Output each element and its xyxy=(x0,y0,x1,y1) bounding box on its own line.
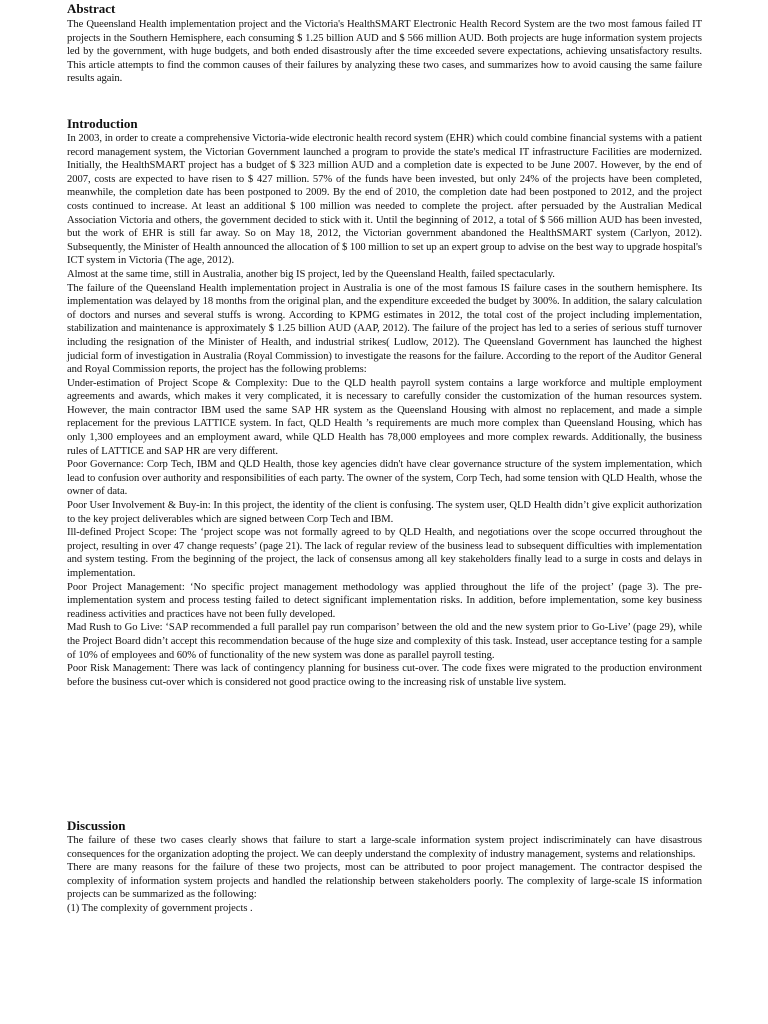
intro-paragraph-user-involvement: Poor User Involvement & Buy-in: In this project, the identity of the client is confusing. The system user, QLD Health didn’t give explicit authorization to the key project deliverables which are signed between Corp Tech and IBM. xyxy=(67,500,702,525)
discussion-section xyxy=(67,834,702,916)
intro-paragraph-project-scope: Ill-defined Project Scope: The ‘project scope was not formally agreed to by QLD Health, and negotiations over the scope occurred throughout the project, resulting in over 47 change requests’ (page 21). The lack of regular review of the business lead to subsequent difficulties with implementation and system testing. From the beginning of the project, the lack of consensus among all key stakeholders finally lead to a surge in costs and delays in implementation. xyxy=(67,527,702,579)
intro-paragraph-scope-complexity: Under-estimation of Project Scope & Complexity: Due to the QLD health payroll system contains a large workforce and multiple employment agreements and awards, which makes it very complicated, it is necessary to carefully consider the customization of the human resources system. However, the main contractor IBM used the same SAP HR system as the Queensland Housing with almost no replacement, and made a simple replacement for the previous LATTICE system. In fact, QLD Health ’s requirements are much more complex than Queensland Housing, which has only 1,300 employees and an employment award, while QLD Health has 78,000 employees and more complex rewards. Additionally, the business rules of LATTICE and SAP HR are very different. xyxy=(67,377,702,457)
intro-paragraph-governance: Poor Governance: Corp Tech, IBM and QLD Health, those key agencies didn't have clear governance structure of the system implementation, which lead to confusion over authority and responsibilities of each party. The owner of the system, Corp Tech, had some tension with QLD Health, whose the owner of data. xyxy=(67,459,702,498)
intro-paragraph-transition: Almost at the same time, still in Australia, another big IS project, led by the Queensland Health, failed spectacularly. xyxy=(67,268,555,280)
introduction-heading: Introduction xyxy=(67,116,138,131)
discussion-heading: Discussion xyxy=(67,818,126,833)
intro-paragraph-qld: The failure of the Queensland Health implementation project in Australia is one of the most famous IS failure cases in the southern hemisphere. Its implementation was delayed by 18 months from the original plan, and the expenditure exceeded the budget by 300%. In addition, the salary calculation of doctors and nurses and several stuffs is wrong. According to KPMG estimates in 2012, the total cost of the project including implementation, stabilization and maintenance is approximately $ 1.25 billion AUD (AAP, 2012). The failure of the project has led to a series of serious stuff turnover including the resignation of the Minister of Health, and industrial strikes( Ludlow, 2012). The Queensland Government has launched the highest judicial form of investigation in Australia (Royal Commission) to investigate the reasons for the failure. According to the report of the Auditor General and Royal Commission reports, the project has the following problems: xyxy=(67,282,702,376)
discussion-paragraph-2: There are many reasons for the failure of these two projects, most can be attributed to poor project management. The contractor despised the complexity of information system projects and handled the relationship between stakeholders poorly. The complexity of large-scale IS information projects can be summarized as the following: xyxy=(67,862,702,901)
abstract-paragraph: The Queensland Health implementation project and the Victoria's HealthSMART Electronic Health Record System are the two most famous failed IT projects in the Southern Hemisphere, each consuming $ 1.25 billion AUD and $ 566 million AUD. Both projects are huge information system projects led by the government, with huge budgets, and both ended disastrously after the time exceeded severe expectations, achieving unsatisfactory results. This article attempts to find the common causes of their failures by analyzing these two cases, and summarizes how to avoid causing the same failure results again. xyxy=(67,19,702,85)
intro-paragraph-hsmart: In 2003, in order to create a comprehensive Victoria-wide electronic health record system (EHR) which could combine financial systems with a patient record management system, the Victorian Government launched a program to provide the state's medical IT infrastructure Facilities are modernized. Initially, the HealthSMART project has a budget of $ 323 million AUD and a completion date is expected to be June 2007. However, by the end of 2007, costs are expected to have risen to $ 427 million. 57% of the funds have been invested, but only 24% of the projects have been completed, meanwhile, the completion date has been postponed to 2009. By the end of 2010, the completion date had been postponed to 2012, and the project costs continued to increase. At least an additional $ 100 million was needed to complete the project. after persuaded by the Australian Medical Association Victoria and others, the government decided to stick with it. Until the beginning of 2012, a total of $ 566 million AUD has been invested, but the work of EHR is still far away. So on May 18, 2012, the Victorian government abandoned the HealthSMART system (Carlyon, 2012). Subsequently, the Minister of Health announced the allocation of $ 100 million to set up an expert group to advise on the best way to upgrade hospital's ICT system in Victoria (The age, 2012). xyxy=(67,133,702,267)
intro-paragraph-project-management: Poor Project Management: ‘No specific project management methodology was applied throughout the life of the project’ (page 3). The pre-implementation system and process testing failed to detect significant implementation risks. In addition, before implementation, some key business readiness activities and practices have not been fully developed. xyxy=(67,581,702,620)
intro-paragraph-go-live: Mad Rush to Go Live: ‘SAP recommended a full parallel pay run comparison’ between the old and the new system prior to Go-Live’ (page 29), while the Project Board didn’t accept this recommendation because of the huge size and complexity of this task. Instead, user acceptance testing for a sample of 10% of employees and 60% of functionality of the new system was done as parallel payroll testing. xyxy=(67,622,702,661)
introduction-section xyxy=(67,132,702,689)
discussion-paragraph-3: (1) The complexity of government projects . xyxy=(67,902,253,914)
intro-paragraph-risk-management: Poor Risk Management: There was lack of contingency planning for business cut-over. The code fixes were migrated to the production environment before the business cut-over which is considered not good practice owing to the increasing risk of unstable live system. xyxy=(67,663,702,688)
abstract-heading: Abstract xyxy=(67,1,116,16)
abstract-section xyxy=(67,18,702,86)
discussion-paragraph-1: The failure of these two cases clearly shows that failure to start a large-scale information system project indiscriminately can have disastrous consequences for the organization adopting the project. We can deeply understand the complexity of industry management, systems and relationships. xyxy=(67,835,702,860)
